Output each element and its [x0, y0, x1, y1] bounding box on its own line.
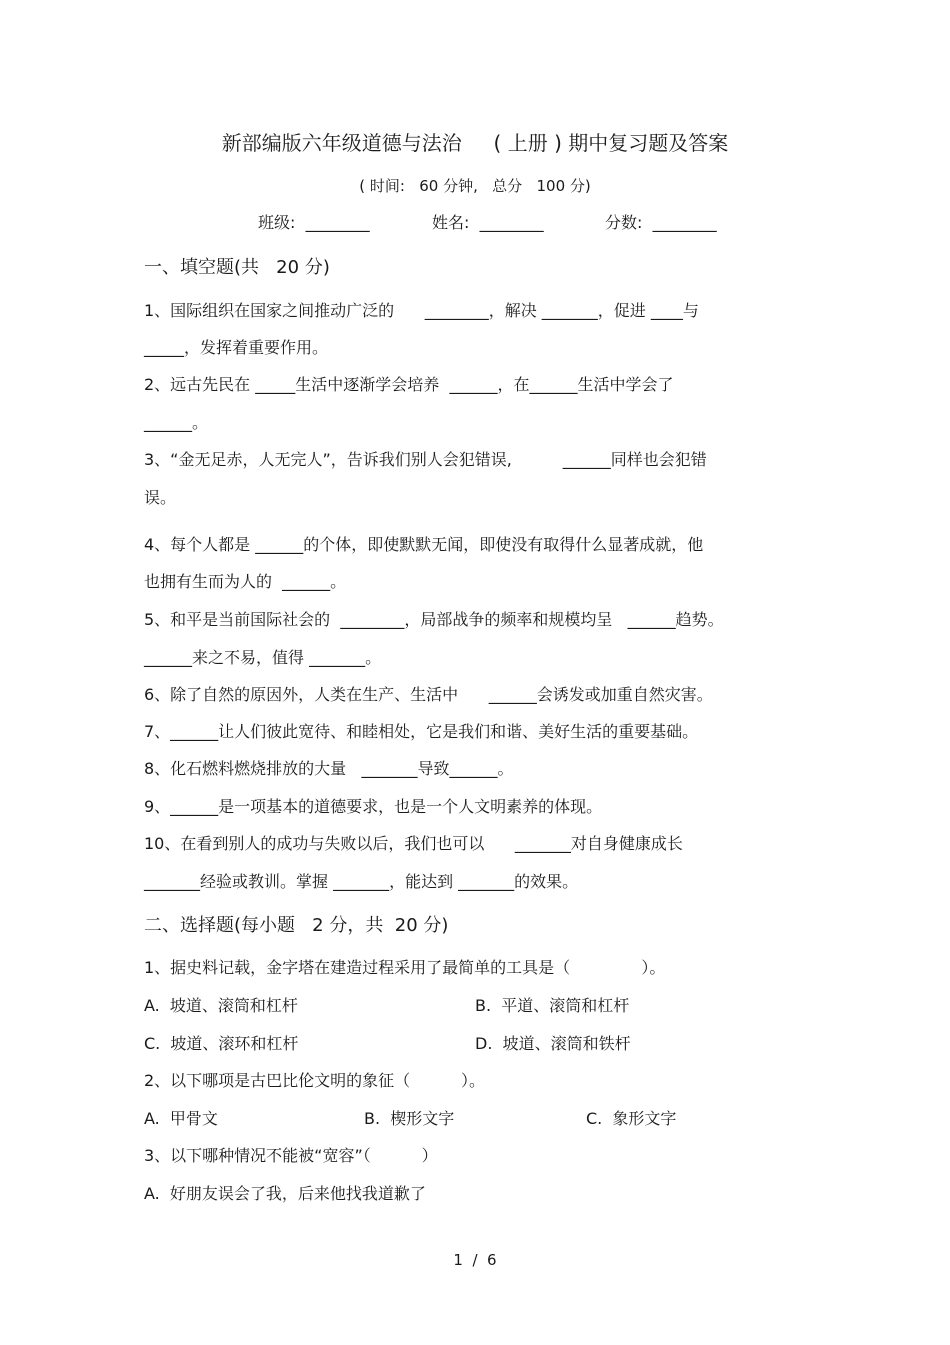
- fill-question-line: _____，发挥着重要作用。: [144, 338, 329, 357]
- q1-option-d: D. 坡道、滚筒和铁杆: [475, 1034, 631, 1053]
- q2-option-b: B. 楔形文字: [364, 1109, 455, 1128]
- choice-question-1: 1、据史料记载，金字塔在建造过程采用了最简单的工具是（ ）。: [144, 958, 666, 977]
- fill-question-line: 9、______是一项基本的道德要求，也是一个人文明素养的体现。: [144, 797, 603, 816]
- q2-option-a: A. 甲骨文: [144, 1109, 218, 1128]
- fill-question-line: 5、和平是当前国际社会的 ________，局部战争的频率和规模均呈 ______趋势。: [144, 610, 724, 629]
- fill-question-line: 10、在看到别人的成功与失败以后，我们也可以 _______对自身健康成长: [144, 834, 683, 853]
- q2-option-c: C. 象形文字: [586, 1109, 677, 1128]
- fill-question-line: 6、除了自然的原因外，人类在生产、生活中 ______会诱发或加重自然灾害。: [144, 685, 713, 704]
- section2-heading: 二、选择题(每小题 2 分，共 20 分): [144, 915, 449, 936]
- fill-question-line: 也拥有生而为人的 ______。: [144, 572, 347, 591]
- fill-question-line: 3、“金无足赤，人无完人”，告诉我们别人会犯错误, ______同样也会犯错: [144, 450, 707, 469]
- score-field: 分数: ________: [605, 213, 717, 232]
- fill-question-line: ______来之不易，值得 _______。: [144, 648, 382, 667]
- fill-question-line: 2、远古先民在 _____生活中逐渐学会培养 ______，在______生活中学会了: [144, 375, 674, 394]
- fill-question-line: 1、国际组织在国家之间推动广泛的 ________，解决 _______，促进 ____与: [144, 301, 699, 320]
- q3-option-a: A. 好朋友误会了我，后来他找我道歉了: [144, 1184, 426, 1203]
- document-title: 新部编版六年级道德与法治 ( 上册 ) 期中复习题及答案: [221, 131, 729, 155]
- q1-option-c: C. 坡道、滚环和杠杆: [144, 1034, 299, 1053]
- choice-question-3: 3、以下哪种情况不能被“宽容”（ ）: [144, 1146, 438, 1165]
- class-field: 班级: ________: [258, 213, 370, 232]
- section1-heading: 一、填空题(共 20 分): [144, 257, 330, 278]
- fill-question-line: 7、______让人们彼此宽待、和睦相处，它是我们和谐、美好生活的重要基础。: [144, 722, 699, 741]
- name-field: 姓名: ________: [432, 213, 544, 232]
- exam-time-info: ( 时间: 60 分钟, 总分 100 分): [359, 177, 591, 195]
- choice-question-2: 2、以下哪项是古巴比伦文明的象征（ ）。: [144, 1071, 486, 1090]
- fill-question-line: 误。: [144, 488, 177, 507]
- fill-question-line: 8、化石燃料燃烧排放的大量 _______导致______。: [144, 759, 514, 778]
- fill-question-line: 4、每个人都是 ______的个体，即使默默无闻，即使没有取得什么显著成就，他: [144, 535, 704, 554]
- fill-question-line: ______。: [144, 413, 209, 432]
- fill-question-line: _______经验或教训。掌握 _______，能达到 _______的效果。: [144, 872, 579, 891]
- q1-option-b: B. 平道、滚筒和杠杆: [475, 996, 630, 1015]
- page-number: 1 / 6: [453, 1251, 497, 1269]
- q1-option-a: A. 坡道、滚筒和杠杆: [144, 996, 298, 1015]
